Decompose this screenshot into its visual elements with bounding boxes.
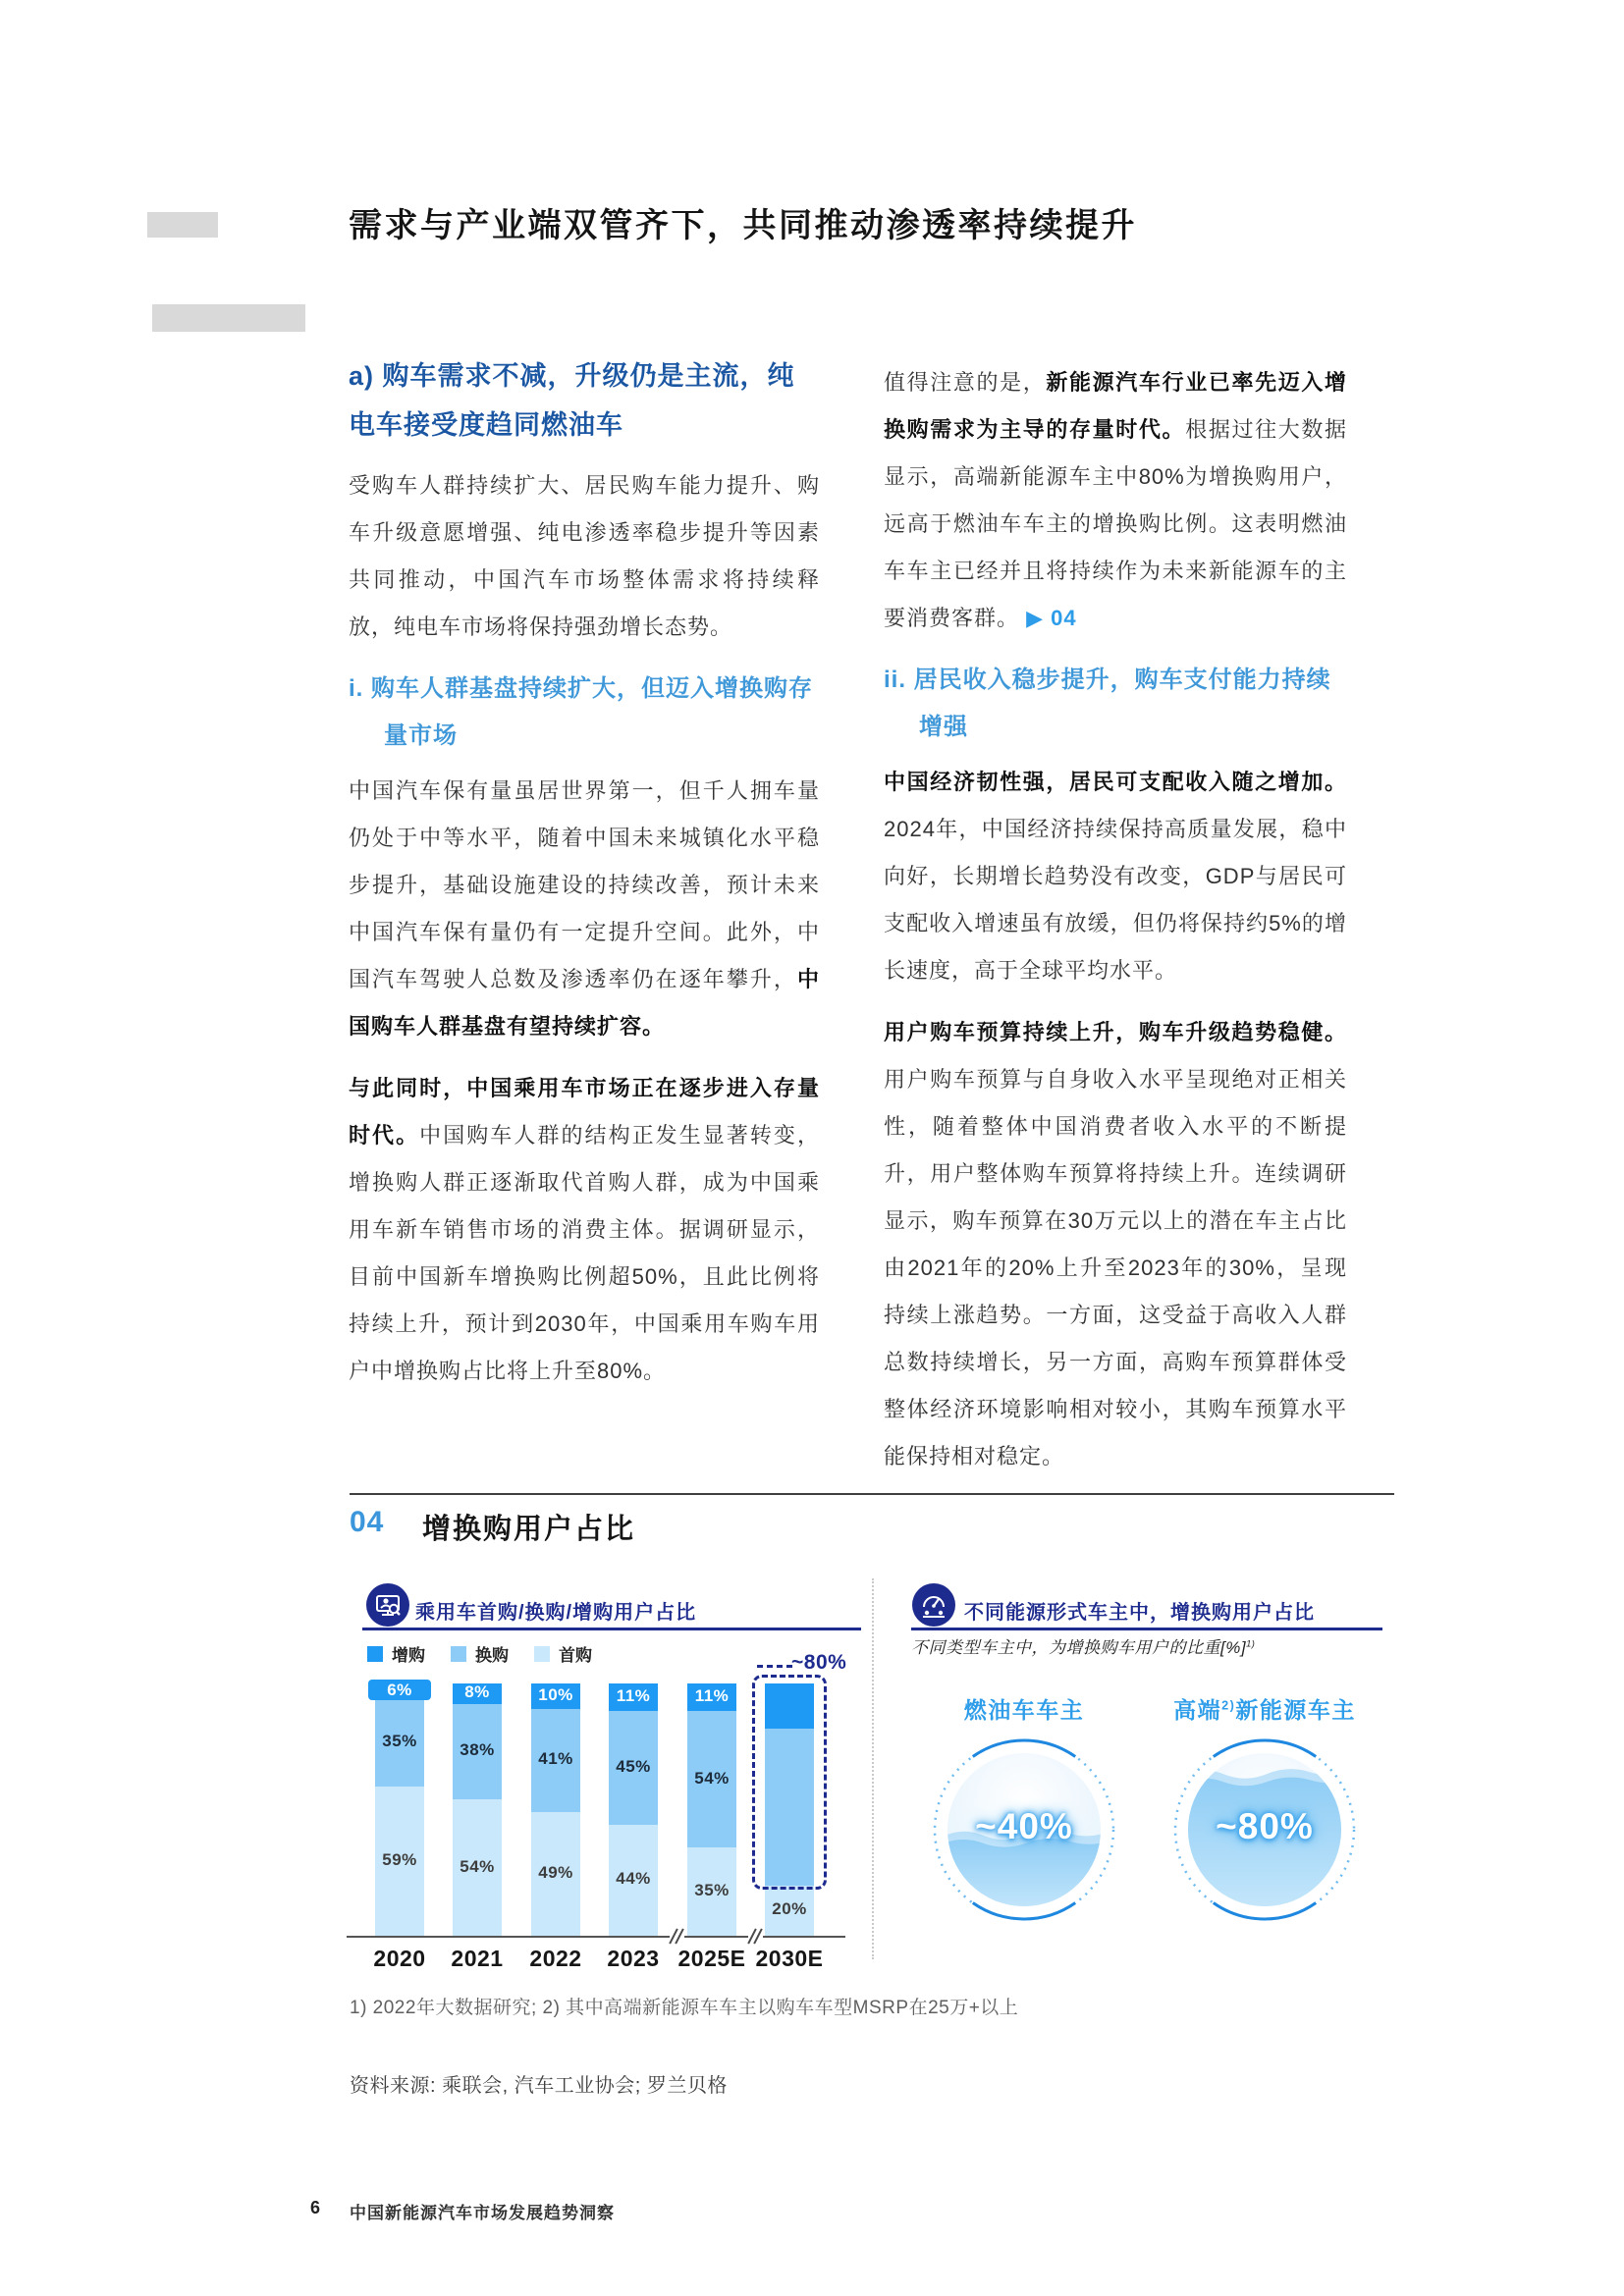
right-column	[884, 359, 1347, 1495]
stacked-bar-chart	[339, 1571, 874, 1983]
bar-value-label: 54%	[460, 1856, 495, 1876]
gauge-chart	[884, 1571, 1394, 1983]
gauge-value: ~80%	[1216, 1806, 1314, 1846]
left-paragraph-2: 中国汽车保有量虽居世界第一，但千人拥车量仍处于中等水平，随着中国未来城镇化水平稳步提升，基础设施建设的持续改善，预计未来中国汽车保有量仍有一定提升空间。此外，中国汽车驾驶人总数及渗透率仍在逐年攀升，中国购车人群基盘有望持续扩容。	[349, 778, 820, 1039]
legend-swatch	[451, 1646, 466, 1662]
annotation-connector	[757, 1665, 792, 1668]
bar-value-label: 11%	[616, 1686, 651, 1706]
bar-value-label: 8%	[464, 1682, 490, 1702]
footer-doc-title: 中国新能源汽车市场发展趋势洞察	[350, 2204, 615, 2222]
figure-title: 增换购用户占比	[422, 1514, 636, 1545]
legend-item	[451, 1641, 509, 1666]
left-column	[349, 351, 820, 1410]
gauge-caption: 燃油车车主	[963, 1697, 1085, 1723]
right-paragraph-2: 中国经济韧性强，居民可支配收入随之增加。2024年，中国经济持续保持高质量发展，稳中向好，长期增长趋势没有改变，GDP与居民可支配收入增速虽有放缓，但仍将保持约5%的增长速度，高于全球平均水平。	[884, 770, 1347, 983]
x-tick-label: 2021	[451, 1946, 504, 1971]
highlight-dashed-box	[752, 1675, 827, 1890]
heading-a: a) 购车需求不减，升级仍是主流，纯电车接受度趋同燃油车	[349, 361, 795, 440]
heading-ii: ii. 居民收入稳步提升，购车支付能力持续增强	[884, 667, 1331, 740]
bar-value-label: 35%	[382, 1732, 417, 1751]
chart-separator	[872, 1578, 874, 1959]
figure-number: 04	[350, 1506, 385, 1538]
gauge-chart-title: 不同能源形式车主中，增换购用户占比	[964, 1602, 1315, 1624]
bar-value-label: 10%	[538, 1684, 573, 1704]
right-paragraph-1: 值得注意的是，新能源汽车行业已率先迈入增换购需求为主导的存量时代。根据过往大数据显示，高端新能源车主中80%为增换购用户，远高于燃油车车主的增换购比例。这表明燃油车车主已经并且将持续作为未来新能源车的主要消费客群。 ▶ 04	[884, 370, 1347, 630]
right-paragraph-3: 用户购车预算持续上升，购车升级趋势稳健。用户购车预算与自身收入水平呈现绝对正相关性，随着整体中国消费者收入水平的不断提升，用户整体购车预算将持续上升。连续调研显示，购车预算在30万元以上的潜在车主占比由2021年的20%上升至2023年的30%，呈现持续上涨趋势。一方面，这受益于高收入人群总数持续增长，另一方面，高购车预算群体受整体经济环境影响相对较小，其购车预算水平能保持相对稳定。	[884, 1020, 1347, 1468]
bar-value-label: 45%	[616, 1757, 651, 1777]
gauge-value: ~40%	[975, 1806, 1073, 1846]
bar-value-label: 54%	[694, 1768, 730, 1788]
page-number: 6	[310, 2198, 321, 2217]
bar-chart-title: 乘用车首购/换购/增购用户占比	[415, 1602, 697, 1624]
report-analysis-icon	[365, 1582, 410, 1628]
x-tick-label: 2020	[373, 1946, 426, 1971]
legend-item	[367, 1641, 425, 1666]
water-gauge	[1166, 1732, 1363, 1928]
x-tick-label: 2022	[529, 1946, 582, 1971]
bar-value-label: 20%	[772, 1899, 807, 1919]
bar-value-label: 38%	[460, 1740, 495, 1760]
deco-gray-bar-1	[147, 212, 218, 238]
legend-label: 首购	[559, 1646, 592, 1665]
gauge-caption: 高端$^{2)}$新能源车主	[1173, 1697, 1356, 1723]
heading-i: i. 购车人群基盘持续扩大，但迈入增换购存量市场	[349, 675, 814, 749]
x-tick-label: 2023	[607, 1946, 660, 1971]
legend-label: 增购	[392, 1646, 425, 1665]
page-title: 需求与产业端双管齐下，共同推动渗透率持续提升	[349, 207, 1137, 244]
x-tick-label: 2030E	[755, 1946, 824, 1971]
bar-value-label: 44%	[616, 1869, 651, 1889]
legend-item	[534, 1641, 592, 1666]
bar-value-label: 41%	[538, 1749, 573, 1769]
gauge-chart-subtitle: 不同类型车主中，为增换购车用户的比重[%]$^{1)}$	[911, 1638, 1256, 1657]
axis-break-icon	[670, 1928, 684, 1945]
bar-value-label: 59%	[382, 1850, 417, 1870]
figure-source: 资料来源: 乘联会, 汽车工业协会; 罗兰贝格	[350, 2075, 728, 2097]
legend-swatch	[534, 1646, 550, 1662]
figure-footnote: 1) 2022年大数据研究; 2) 其中高端新能源车车主以购车车型MSRP在25万+以上	[350, 1998, 1019, 2018]
x-tick-label: 2025E	[677, 1946, 746, 1971]
gauge-chart-area	[884, 1571, 1394, 1983]
bar-value-label: 11%	[694, 1686, 730, 1706]
axis-break-icon	[748, 1928, 763, 1945]
bar-value-label: 49%	[538, 1863, 573, 1883]
bar-value-label: 35%	[694, 1881, 730, 1900]
deco-gray-bar-2	[152, 304, 305, 332]
legend-label: 换购	[475, 1646, 509, 1665]
left-paragraph-3: 与此同时，中国乘用车市场正在逐步进入存量时代。中国购车人群的结构正发生显著转变，增换购人群正逐渐取代首购人群，成为中国乘用车新车销售市场的消费主体。据调研显示，目前中国新车增换购比例超50%，且此比例将持续上升，预计到2030年，中国乘用车购车用户中增换购占比将上升至80%。	[349, 1076, 820, 1383]
annotation-label: ~80%	[791, 1651, 847, 1674]
figure-divider-rule	[350, 1493, 1394, 1495]
legend-swatch	[367, 1646, 383, 1662]
left-paragraph-1: 受购车人群持续扩大、居民购车能力提升、购车升级意愿增强、纯电渗透率稳步提升等因素共同推动，中国汽车市场整体需求将持续释放，纯电车市场将保持强劲增长态势。	[349, 473, 820, 639]
x-axis	[347, 1936, 845, 1938]
bar-legend	[367, 1641, 592, 1666]
bar-chart-underline	[362, 1628, 861, 1630]
bar-value-label: 6%	[387, 1680, 412, 1699]
water-gauge	[926, 1732, 1122, 1928]
